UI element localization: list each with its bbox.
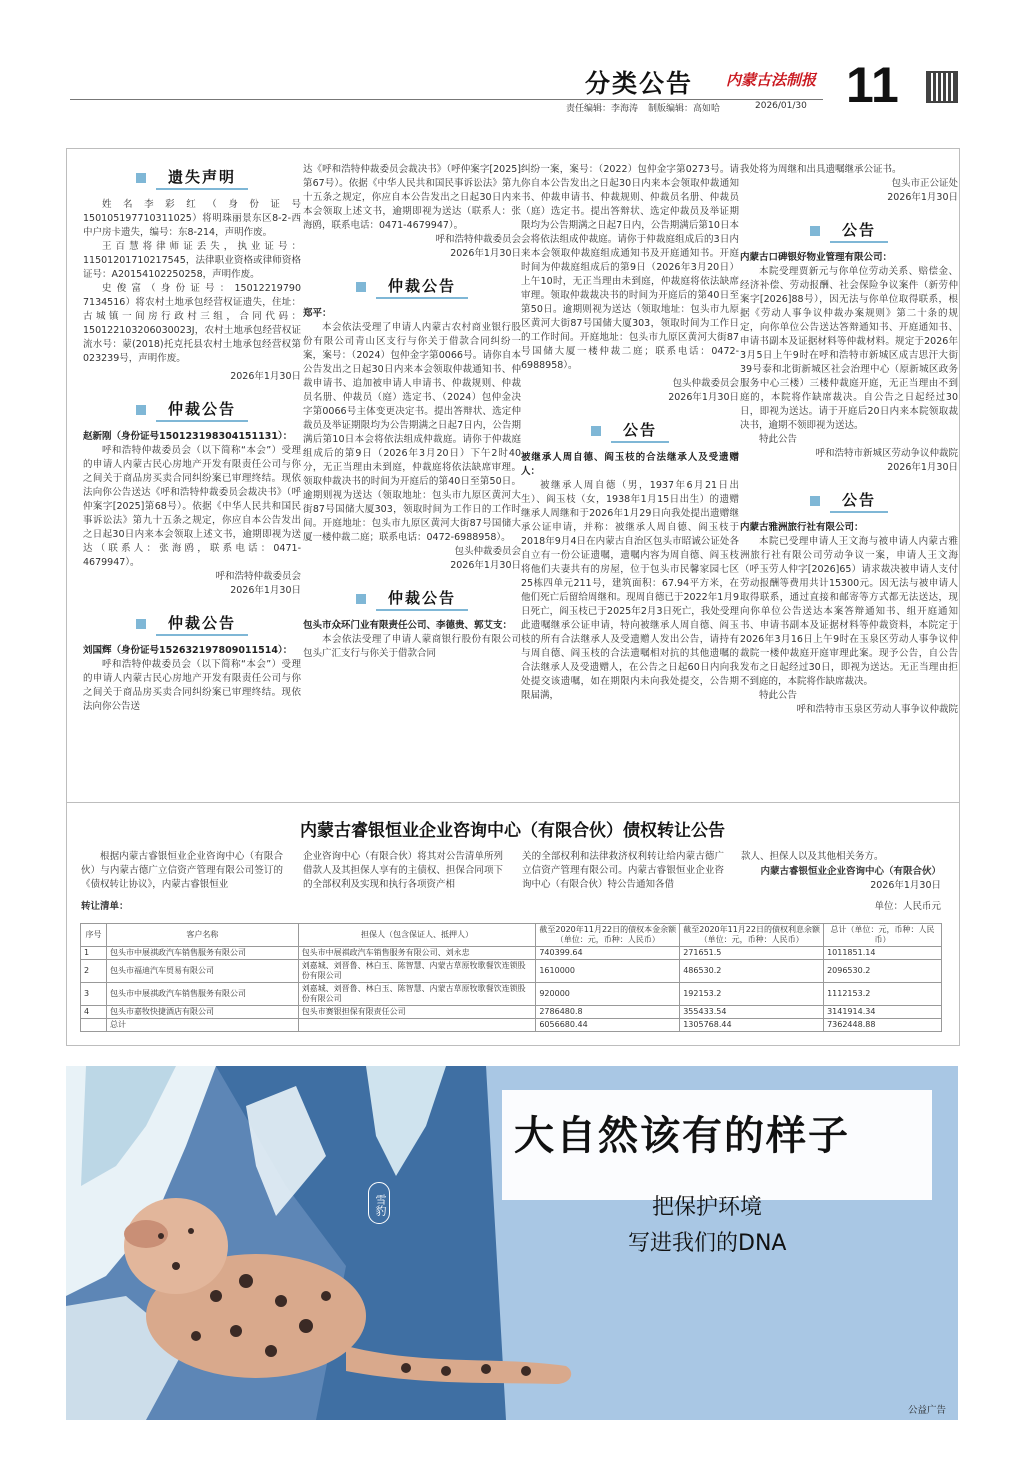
table-row <box>81 960 942 983</box>
table-cell: 192153.2 <box>680 983 824 1006</box>
transfer-divider <box>66 802 959 803</box>
transfer-text-4: 款人、担保人以及其他相关务方。 <box>741 851 884 862</box>
notice-heading: 仲裁公告 <box>83 612 301 636</box>
notice-text: 本院受理贾新元与你单位劳动关系、赔偿金、经济补偿、劳动报酬、社会保险争议案件（新劳仲案字[2026]88号），因无法与你单位取得联系，根据《劳动人事争议仲裁办案规则》第二十条的规定，向你单位公告送达答辩通知书、开庭通知书、申请书副本及证据材料等仲裁材料。规定于2026年3月5日上午9时在呼和浩特市新城区成吉思汗大街39号泰和北街新城区社会治理中心（原新城区政务服务中心三楼）三楼仲裁庭开庭，无正当理由不到庭的，本院将作缺席裁决。自公告之日起经过30日，即视为送达。请于开庭后20日内来本院领取裁决书，逾期不领即视为送达。 <box>740 266 958 431</box>
table-row <box>81 983 942 1006</box>
notice-addressee: 包头市众环门业有限责任公司、李德贵、郭艾支： <box>303 620 513 631</box>
table-cell: 271651.5 <box>680 947 824 960</box>
table-cell: 2 <box>81 960 107 983</box>
heading-marker <box>356 282 366 292</box>
ad-headline: 大自然该有的样子 <box>514 1112 850 1159</box>
notice-heading: 公告 <box>521 419 739 443</box>
notice-text: 达《呼和浩特仲裁委员会裁决书》（呼仲案字[2025]第67号）。依据《中华人民共和国民事诉讼法》第九十五条之规定，你应自本公告发出之日起30日内来本会领取上述文书，逾期即视为送达（联系人：张海鸥，联系电话：0471-4679947）。 <box>303 164 521 231</box>
table-cell: 包头市嘉牧快捷酒店有限公司 <box>106 1006 298 1019</box>
table-cell: 包头市赛银担保有限责任公司 <box>298 1006 536 1019</box>
heading-marker <box>136 405 146 415</box>
table-cell: 3141914.34 <box>824 1006 942 1019</box>
column-header: 担保人（包含保证人、抵押人） <box>298 924 536 947</box>
table-header-row <box>81 924 942 947</box>
notice-text: 本会依法受理了申请人内蒙古农村商业银行股份有限公司青山区支行与你关于借款合同纠纷一案，案号：（2024）包仲金字第0066号。请你自本公告发出之日起30日内来本会领取仲裁通知书、仲裁申请书、追加被申请人申请书、仲裁规则、仲裁员名册、仲裁员（庭）选定书、（2024）包仲金决字第0066号主体变更决定书。提出答辩状、选定仲裁员及举证期限均为公告期满之日起7日内，公告期满后第10日本会将依法组成仲裁庭。请你于仲裁庭组成后的第9日（2026年3月20日）下午2时40分，无正当理由未到庭，仲裁庭将依法缺席审理。领取仲裁决书的时间为开庭后的第40日至第50日。逾期则视为送达（领取地址：包头市九原区黄河大街87号国储大厦303，领取时间为工作日的工作时间。开庭地址：包头市九原区黄河大街87号国储大厦一楼仲裁二庭；联系电话：0472-6988958）。 <box>303 322 521 543</box>
notice-heading: 遗失声明 <box>83 166 301 190</box>
heading-marker <box>591 426 601 436</box>
notice-text: 被继承人周自德（男，1937年6月21日出生）、阎玉枝（女，1938年1月15日出生）的遗赠继承人周继和于2026年1月29日向我处提出遗赠继承公证申请，并称：被继承人周自德、阎玉枝于2018年9月4日在内蒙古自治区包头市昭诚公证处各自立有一份公证遗嘱，遗嘱内容为周自德、阎玉枝将他们夫妻共有的房屋，位于包头市民馨家园七区25栋四单元211号，建筑面积：67.94平方米，在他们死亡后留给周继和。现周自德已于2022年1月9日死亡，阎玉枝已于2025年2月3日死亡，我处受理此遗嘱继承公证申请，特向被继承人周自德、阎玉枝的所有合法继承人及受遗赠人发出公告，请持有与周自德、阎玉枝的合法遗嘱相对抗的其他遗嘱的合法继承人及受遗赠人，在公告之日起60日内向我处提交该遗嘱，如在期限内未向我处提交，公告期限届满， <box>521 480 739 701</box>
page-number: 11 <box>846 57 899 113</box>
table-cell: 包头市中展祺政汽车销售服务有限公司 <box>106 983 298 1006</box>
table-row <box>81 947 942 960</box>
table-cell: 刘嘉城、刘晋鲁、林白玉、陈智慧、内蒙古草原牧歌餐饮连锁股份有限公司 <box>298 960 536 983</box>
notice-addressee: 内蒙古口碑银好物业管理有限公司： <box>740 252 893 263</box>
notice-heading: 仲裁公告 <box>303 275 521 299</box>
section-title: 分类公告 <box>585 69 694 98</box>
column-2 <box>303 163 521 661</box>
notice-date: 2026年1月30日 <box>230 585 301 596</box>
masthead-rule <box>70 99 823 100</box>
table-cell: 3 <box>81 983 107 1006</box>
notice-text: 史俊富（身份证号：15012219790 7134516）将农村土地承包经营权证遗失，住址：古城镇一间房行政村三组，合同代码：150122103206030023J，农村土地承包经营权证流水号：蒙(2018)托克托县农村土地承包经营权第023239号，声明作废。 <box>83 283 301 364</box>
newspaper-logo: 内蒙古法制报 <box>726 71 817 89</box>
qr-code-icon <box>926 71 958 103</box>
transfer-text-1: 根据内蒙古睿银恒业企业咨询中心（有限合伙）与内蒙古德广立信资产管理有限公司签订的《债权转让协议》，内蒙古睿银恒业 <box>81 851 283 890</box>
table-cell <box>298 1019 536 1032</box>
notice-heading: 仲裁公告 <box>83 398 301 422</box>
notice-text: 呼和浩特仲裁委员会（以下简称“本会”）受理的申请人内蒙古民心房地产开发有限责任公司与你之间关于商品房买卖合同纠纷案已审理终结。现依法向你公告送达《呼和浩特仲裁委员会裁决书》（呼仲案字[2025]第68号）。依据《中华人民共和国民事诉讼法》第九十五条之规定，你应自本公告发出之日起30日内来本会领取上述文书，逾期即视为送达（联系人：张海鸥，联系电话：0471-4679947）。 <box>83 445 301 568</box>
ad-slogan-line-1: 把保护环境 <box>652 1195 763 1220</box>
transfer-table <box>80 923 942 1032</box>
column-1 <box>83 160 301 714</box>
column-header: 客户名称 <box>106 924 298 947</box>
notice-addressee: 内蒙古雅洲旅行社有限公司： <box>740 522 864 533</box>
table-cell: 2786480.8 <box>536 1006 680 1019</box>
notice-date: 2026年1月30日 <box>887 192 958 203</box>
notice-closing: 特此公告 <box>759 434 798 445</box>
notice-closing: 特此公告 <box>759 690 798 701</box>
notice-addressee: 赵新刚（身份证号150123198304151131）： <box>83 431 293 442</box>
heading-marker <box>136 619 146 629</box>
table-cell: 包头市福迪汽车贸易有限公司 <box>106 960 298 983</box>
column-header: 总计（单位：元，币种：人民币） <box>824 924 942 947</box>
table-cell: 1 <box>81 947 107 960</box>
heading-marker <box>136 173 146 183</box>
editor-credit: 责任编辑：李海涛 <box>566 104 639 114</box>
notice-org: 呼和浩特市新城区劳动争议仲裁院 <box>815 448 958 459</box>
table-cell: 920000 <box>536 983 680 1006</box>
notice-org: 呼和浩特仲裁委员会 <box>215 571 301 582</box>
notice-date: 2026年1月30日 <box>230 371 301 382</box>
transfer-date: 2026年1月30日 <box>870 880 941 891</box>
column-4 <box>740 163 958 717</box>
notice-addressee: 郑平： <box>303 308 332 319</box>
heading-marker <box>810 226 820 236</box>
notice-date: 2026年1月30日 <box>450 248 521 259</box>
layout-credit: 制版编辑：高如哈 <box>648 104 721 114</box>
table-cell: 740399.64 <box>536 947 680 960</box>
transfer-unit: 单位：人民币元 <box>874 901 941 912</box>
snow-leopard-seal: 雪豹 <box>368 1182 390 1224</box>
public-service-ad <box>66 1066 958 1420</box>
notice-addressee: 刘国辉（身份证号152632197809011514）： <box>83 645 293 656</box>
table-cell: 刘嘉城、刘晋鲁、林白玉、陈智慧、内蒙古草原牧歌餐饮连锁股份有限公司 <box>298 983 536 1006</box>
notice-org: 呼和浩特市玉泉区劳动人事争议仲裁院 <box>796 704 958 715</box>
transfer-title: 内蒙古睿银恒业企业咨询中心（有限合伙）债权转让公告 <box>300 821 725 841</box>
table-cell: 包头市中展祺政汽车销售服务有限公司 <box>106 947 298 960</box>
table-cell: 1011851.14 <box>824 947 942 960</box>
table-cell <box>81 1019 107 1032</box>
table-cell: 4 <box>81 1006 107 1019</box>
table-cell: 2096530.2 <box>824 960 942 983</box>
notice-text: 王百慧将律师证丢失，执业证号：11501201710217545，法律职业资格或律师资格证号：A20154102250258，声明作废。 <box>83 241 301 280</box>
notice-text: 我处将为周继和出具遗嘱继承公证书。 <box>740 164 902 175</box>
transfer-list-label: 转让清单： <box>81 901 129 912</box>
table-cell: 1305768.44 <box>680 1019 824 1032</box>
ad-tag: 公益广告 <box>908 1405 947 1416</box>
notice-heading: 公告 <box>740 489 958 513</box>
notice-text: 姓名李彩红（身份证号150105197710311025）将明珠丽景东区8-2-西中户房卡遗失，编号：东8-214，声明作废。 <box>83 199 301 238</box>
table-cell: 7362448.88 <box>824 1019 942 1032</box>
column-header: 截至2020年11月22日的债权利息余额（单位：元，币种：人民币） <box>680 924 824 947</box>
notice-addressee: 被继承人周自德、阎玉枝的合法继承人及受遗赠人： <box>521 452 739 477</box>
notice-org: 包头市正公证处 <box>891 178 958 189</box>
heading-marker <box>810 496 820 506</box>
table-cell: 6056680.44 <box>536 1019 680 1032</box>
notice-org: 呼和浩特仲裁委员会 <box>435 234 521 245</box>
notice-text: 本会依法受理了申请人蒙商银行股份有限公司包头广汇支行与你关于借款合同 <box>303 634 521 659</box>
notice-date: 2026年1月30日 <box>668 392 739 403</box>
table-total-row <box>81 1019 942 1032</box>
table-cell: 1610000 <box>536 960 680 983</box>
table-cell: 1112153.2 <box>824 983 942 1006</box>
issue-date: 2026/01/30 <box>755 101 807 111</box>
notice-text: 纠纷一案，案号：（2022）包仲金字第0273号。请你自本公告发出之日起30日内来本会领取仲裁通知书、仲裁申请书、仲裁规则、仲裁员名册、仲裁员（庭）选定书。提出答辩状、选定仲裁员及举证期限均为公告期满之日起7日内，公告期满后第10日本会将依法组成仲裁庭。请你于仲裁庭组成后的3日内来本会领取仲裁庭组成通知书及开庭通知书。开庭时间为仲裁庭组成后的第9日（2026年3月20日）上午10时，无正当理由未到庭，仲裁庭将依法缺席审理。领取仲裁裁决书的时间为开庭后的第40日至第50日。逾期则视为送达（领取地址：包头市九原区黄河大街87号国储大厦303，领取时间为工作日的工作时间。开庭地址：包头市九原区黄河大街87号国储大厦一楼仲裁二庭；联系电话：0472-6988958）。 <box>521 164 739 371</box>
notice-text: 本院已受理申请人王文海与被申请人内蒙古雅洲旅行社有限公司劳动争议一案，申请人王文海（呼玉劳人仲字[2026]65）请求裁决被申请人支付劳动报酬等费用共计15300元。因无法与被申请人取得联系，通过直接和邮寄等方式都无法送达，现向你单位公告送达本案答辩通知书、组开庭通知书、申请书副本及证据材料等仲裁资料，本院定于2026年3月16日上午9时在玉泉区劳动人事争议仲裁院一楼仲裁庭开庭审理此案。现予公告，自公告发布之日起经过30日，即视为送达。无正当理由拒不到庭的，本院将作缺席裁决。 <box>740 536 958 687</box>
transfer-org: 内蒙古睿银恒业企业咨询中心（有限合伙） <box>760 866 941 877</box>
notice-date: 2026年1月30日 <box>887 462 958 473</box>
notice-heading: 仲裁公告 <box>303 587 521 611</box>
notice-date: 2026年1月30日 <box>450 560 521 571</box>
transfer-text-3: 关的全部权利和法律救济权利转让给内蒙古德广立信资产管理有限公司。内蒙古睿银恒业企业咨询中心（有限合伙）特公告通知各借 <box>522 851 724 890</box>
column-3 <box>521 163 739 703</box>
table-cell: 包头市中展祺政汽车销售服务有限公司、刘永忠 <box>298 947 536 960</box>
table-row <box>81 1006 942 1019</box>
table-cell: 总计 <box>106 1019 298 1032</box>
table-cell: 486530.2 <box>680 960 824 983</box>
heading-marker <box>356 594 366 604</box>
column-header: 序号 <box>81 924 107 947</box>
transfer-text-2: 企业咨询中心（有限合伙）将其对公告清单所列借款人及其担保人享有的主债权、担保合同项下的全部权利及实现和执行各项资产相 <box>303 851 503 890</box>
notice-org: 包头仲裁委员会 <box>672 378 739 389</box>
notice-heading: 公告 <box>740 219 958 243</box>
notice-org: 包头仲裁委员会 <box>454 546 521 557</box>
ad-slogan-line-2: 写进我们的DNA <box>628 1231 787 1256</box>
column-header: 截至2020年11月22日的债权本金余额（单位：元，币种：人民币） <box>536 924 680 947</box>
table-cell: 355433.54 <box>680 1006 824 1019</box>
notice-text: 呼和浩特仲裁委员会（以下简称“本会”）受理的申请人内蒙古民心房地产开发有限责任公司与你之间关于商品房买卖合同纠纷案已审理终结。现依法向你公告送 <box>83 659 301 712</box>
